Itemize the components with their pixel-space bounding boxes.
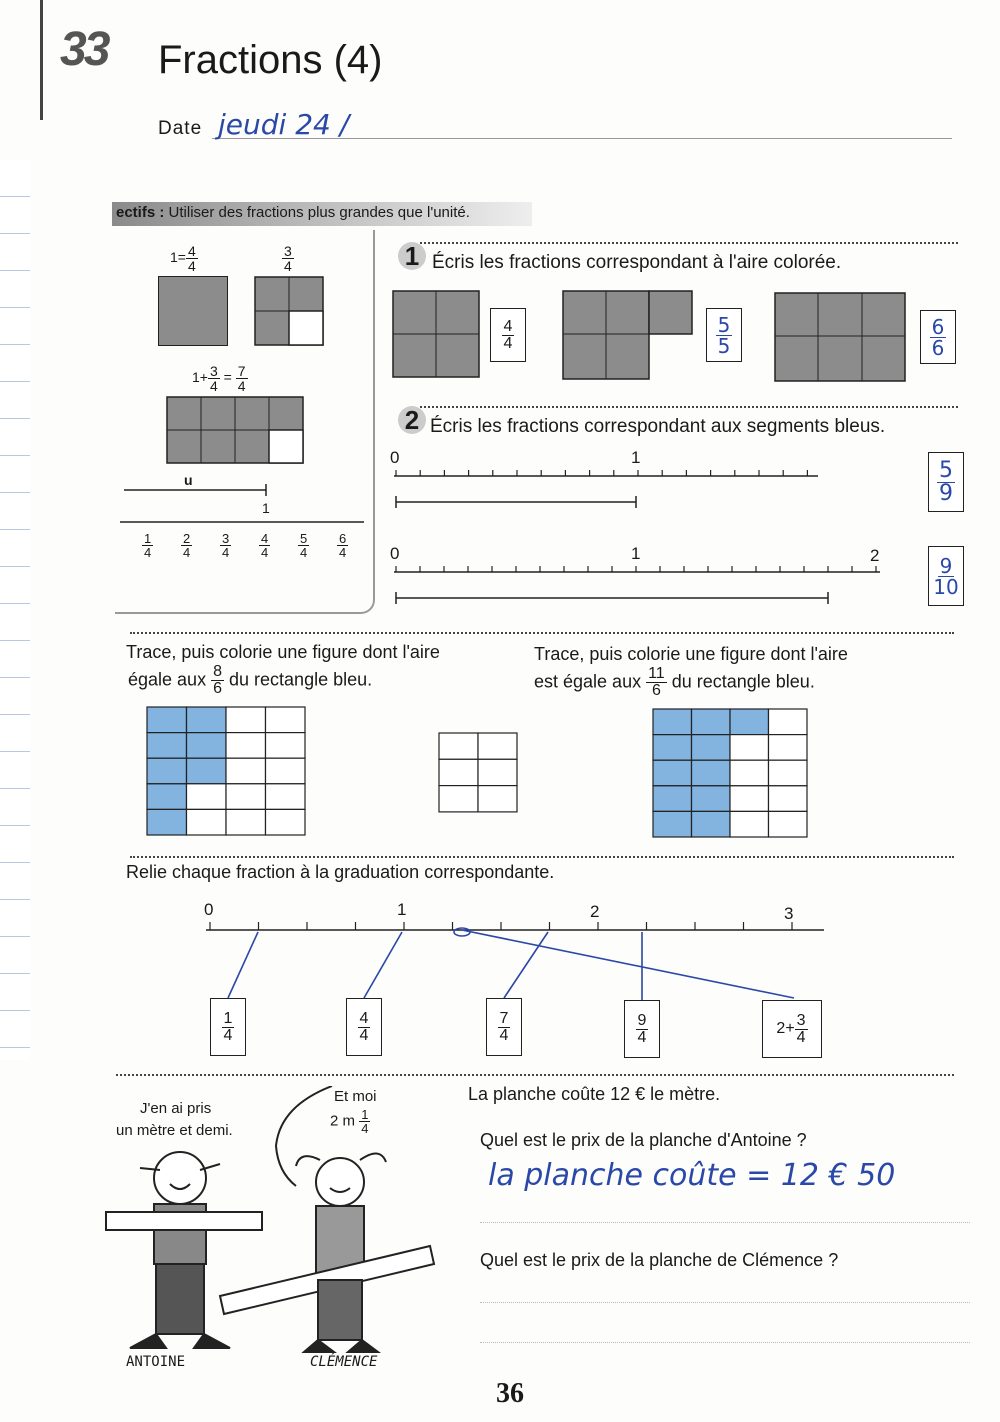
separator bbox=[130, 856, 954, 858]
ex1-figure-3 bbox=[774, 292, 908, 384]
ex1-figure-1 bbox=[392, 290, 482, 380]
frac-num: 6 bbox=[931, 314, 945, 339]
ex3-left-line1: Trace, puis colorie une figure dont l'aire bbox=[126, 642, 440, 662]
unit-one: 1 bbox=[262, 500, 270, 516]
ex1-figure-2 bbox=[562, 290, 696, 382]
ex2-answer-2[interactable] bbox=[928, 546, 964, 606]
frac-den: 4 bbox=[503, 334, 513, 352]
grid-cell-colored bbox=[692, 760, 731, 786]
number-line-2 bbox=[390, 562, 890, 606]
answer-line[interactable] bbox=[480, 1342, 970, 1343]
frac-den: 4 bbox=[183, 545, 191, 560]
grid-cell bbox=[730, 760, 769, 786]
ex4-tick-0: 0 bbox=[204, 900, 214, 919]
grid-cell bbox=[769, 760, 808, 786]
frac-num: 2 bbox=[183, 531, 191, 546]
frac-den: 4 bbox=[237, 378, 246, 394]
ex4-tick-3: 3 bbox=[784, 904, 794, 923]
lesson-fraction bbox=[142, 532, 153, 559]
frac-num: 4 bbox=[503, 317, 513, 335]
grid-cell bbox=[226, 707, 266, 733]
ex4-fraction-box-5[interactable] bbox=[762, 1000, 822, 1058]
frac-num: 4 bbox=[261, 531, 269, 546]
lesson-example-label: 1= bbox=[170, 249, 186, 266]
sum-equals: = bbox=[223, 369, 232, 386]
antoine-name: ANTOINE bbox=[126, 1354, 186, 1370]
frac-den: 4 bbox=[261, 545, 269, 560]
frac-den: 4 bbox=[361, 1121, 369, 1136]
frac-num: 9 bbox=[637, 1011, 647, 1029]
line1-zero: 0 bbox=[390, 448, 400, 467]
grid-cell-colored bbox=[147, 784, 187, 810]
rect-seven-quarters bbox=[166, 396, 306, 466]
grid-cell bbox=[769, 709, 808, 735]
grid-cell bbox=[478, 786, 517, 812]
lesson-fraction bbox=[337, 532, 348, 559]
frac-num: 7 bbox=[499, 1009, 509, 1027]
grid-cell bbox=[226, 733, 266, 759]
frac-num: 6 bbox=[339, 531, 347, 546]
frac-den: 4 bbox=[144, 545, 152, 560]
grid-cell-colored bbox=[692, 735, 731, 761]
grid-cell-colored bbox=[653, 811, 692, 837]
ex3-left-text-a: égale aux bbox=[128, 669, 207, 690]
grid-cell bbox=[478, 759, 517, 785]
frac-den: 4 bbox=[637, 1028, 647, 1046]
frac-den: 4 bbox=[339, 545, 347, 560]
grid-cell-colored bbox=[653, 709, 692, 735]
grid-cell-colored bbox=[187, 707, 227, 733]
ex4-tick-1: 1 bbox=[397, 900, 407, 919]
frac-num: 11 bbox=[648, 665, 665, 682]
frac-den: 4 bbox=[222, 545, 230, 560]
ex3-right-line1: Trace, puis colorie une figure dont l'aire bbox=[534, 644, 848, 664]
ex3-left-text-b: du rectangle bleu. bbox=[229, 669, 373, 690]
frac-den: 4 bbox=[223, 1026, 233, 1044]
square-three-quarters bbox=[254, 276, 326, 348]
antoine-speech-1: J'en ai pris bbox=[140, 1100, 212, 1117]
connection-line bbox=[228, 932, 258, 998]
lesson-fraction bbox=[298, 532, 309, 559]
grid-cell bbox=[226, 784, 266, 810]
frac-den: 4 bbox=[499, 1026, 509, 1044]
lesson-number: 33 bbox=[60, 23, 108, 76]
grid-cell-colored bbox=[692, 786, 731, 812]
grid-cell-colored bbox=[653, 786, 692, 812]
page-number: 36 bbox=[496, 1378, 524, 1409]
page-title: Fractions (4) bbox=[158, 38, 383, 82]
date-label: Date bbox=[158, 118, 203, 139]
antoine-speech-2: un mètre et demi. bbox=[116, 1122, 233, 1139]
grid-cell-colored bbox=[692, 709, 731, 735]
date-value: jeudi 24 / bbox=[218, 108, 350, 141]
ex4-fraction-box-4[interactable] bbox=[624, 1000, 660, 1058]
separator bbox=[420, 406, 958, 408]
grid-cell bbox=[730, 786, 769, 812]
ex3-grid-right[interactable] bbox=[652, 708, 810, 840]
page-margin-line bbox=[0, 160, 30, 1060]
frac-num: 5 bbox=[300, 531, 308, 546]
frac-den: 4 bbox=[359, 1026, 369, 1044]
grid-cell bbox=[439, 786, 478, 812]
grid-cell bbox=[730, 735, 769, 761]
exercise-1-number: 1 bbox=[398, 242, 426, 270]
ex5-statement: La planche coûte 12 € le mètre. bbox=[468, 1084, 721, 1104]
frac-den: 9 bbox=[939, 480, 953, 506]
grid-cell-colored bbox=[187, 733, 227, 759]
page-margin-line bbox=[40, 0, 43, 120]
ex4-tick-2: 2 bbox=[590, 902, 600, 921]
frac-num: 9 bbox=[939, 553, 953, 578]
ex4-fraction-box-2[interactable] bbox=[346, 998, 382, 1056]
clemence-length: 2 m bbox=[330, 1112, 356, 1130]
ex4-number-line[interactable] bbox=[200, 916, 830, 1006]
grid-cell bbox=[769, 786, 808, 812]
answer-line[interactable] bbox=[480, 1302, 970, 1303]
frac-prefix: 2+ bbox=[776, 1020, 795, 1037]
exercise-2-number: 2 bbox=[398, 406, 426, 434]
frac-num: 3 bbox=[222, 531, 230, 546]
ex3-grid-left[interactable] bbox=[146, 706, 308, 838]
grid-cell bbox=[226, 758, 266, 784]
ex1-answer-3[interactable] bbox=[920, 310, 956, 364]
frac-den: 4 bbox=[300, 545, 308, 560]
grid-cell-colored bbox=[187, 758, 227, 784]
ex1-answer-1[interactable] bbox=[490, 308, 526, 362]
number-line-1 bbox=[390, 466, 830, 510]
frac-num: 4 bbox=[187, 243, 196, 259]
sum-prefix: 1+ bbox=[192, 369, 208, 386]
grid-cell bbox=[439, 733, 478, 759]
grid-cell bbox=[439, 759, 478, 785]
clemence-speech-1: Et moi bbox=[334, 1088, 377, 1105]
grid-cell bbox=[187, 784, 227, 810]
separator bbox=[116, 1074, 954, 1076]
frac-num: 7 bbox=[237, 363, 246, 379]
clemence-name: CLÉMENCE bbox=[310, 1354, 378, 1370]
line1-one: 1 bbox=[631, 448, 641, 467]
clemence-figure bbox=[220, 1153, 434, 1352]
connection-line bbox=[364, 932, 402, 998]
grid-cell bbox=[226, 809, 266, 835]
grid-cell bbox=[769, 735, 808, 761]
lesson-example-sum bbox=[192, 364, 248, 393]
grid-cell-colored bbox=[147, 809, 187, 835]
grid-cell bbox=[478, 733, 517, 759]
ex2-answer-1[interactable] bbox=[928, 452, 964, 512]
frac-num: 5 bbox=[717, 312, 731, 337]
unit-label: u bbox=[184, 472, 193, 488]
ex1-answer-2[interactable] bbox=[706, 308, 742, 362]
ex3-left-line2 bbox=[128, 664, 372, 697]
exercise-4-instruction: Relie chaque fraction à la graduation correspondante. bbox=[126, 862, 555, 882]
lesson-example-whole bbox=[170, 244, 198, 273]
frac-den: 10 bbox=[933, 574, 959, 599]
antoine-figure bbox=[106, 1152, 262, 1348]
objective-prefix: ectifs : bbox=[116, 204, 165, 221]
frac-num: 3 bbox=[284, 243, 292, 259]
objective-label: Utiliser des fractions plus grandes que l'unité. bbox=[168, 204, 470, 221]
line2-zero: 0 bbox=[390, 544, 400, 563]
frac-den: 6 bbox=[213, 680, 222, 697]
frac-den: 4 bbox=[796, 1028, 806, 1046]
ex3-right-text-a: est égale aux bbox=[534, 671, 642, 692]
grid-cell bbox=[769, 811, 808, 837]
ex5-question-2: Quel est le prix de la planche de Clémence ? bbox=[480, 1250, 839, 1270]
connection-line bbox=[462, 930, 794, 998]
frac-num: 8 bbox=[213, 663, 222, 680]
grid-cell bbox=[266, 733, 306, 759]
frac-num: 3 bbox=[796, 1011, 806, 1029]
frac-den: 4 bbox=[187, 258, 196, 274]
ex3-blue-rectangle bbox=[438, 732, 520, 814]
grid-cell-colored bbox=[730, 709, 769, 735]
grid-cell bbox=[266, 707, 306, 733]
frac-num: 1 bbox=[223, 1009, 233, 1027]
frac-den: 6 bbox=[931, 335, 945, 360]
answer-line bbox=[480, 1222, 970, 1223]
frac-den: 4 bbox=[209, 378, 218, 394]
frac-num: 1 bbox=[361, 1107, 369, 1122]
frac-den: 6 bbox=[651, 682, 661, 699]
ex4-fraction-box-1[interactable] bbox=[210, 998, 246, 1056]
frac-den: 4 bbox=[284, 258, 292, 274]
exercise-1-instruction: Écris les fractions correspondant à l'aire colorée. bbox=[432, 252, 842, 273]
children-illustration bbox=[100, 1086, 440, 1376]
connection-mark bbox=[454, 928, 470, 936]
ex4-fraction-box-3[interactable] bbox=[486, 998, 522, 1056]
frac-num: 5 bbox=[939, 457, 953, 483]
connection-line bbox=[504, 932, 548, 998]
ex5-answer-1[interactable]: la planche coûte = 12 € 50 bbox=[488, 1158, 896, 1193]
grid-cell-colored bbox=[147, 707, 187, 733]
frac-num: 3 bbox=[209, 363, 218, 379]
frac-den: 5 bbox=[717, 333, 731, 358]
grid-cell-colored bbox=[653, 735, 692, 761]
lesson-fraction bbox=[181, 532, 192, 559]
grid-cell-colored bbox=[147, 758, 187, 784]
grid-cell bbox=[266, 758, 306, 784]
line2-two: 2 bbox=[870, 546, 880, 565]
grid-cell bbox=[266, 809, 306, 835]
grid-cell-colored bbox=[653, 760, 692, 786]
square-full bbox=[158, 276, 228, 346]
separator bbox=[130, 632, 954, 634]
ex3-right-text-b: du rectangle bleu. bbox=[671, 671, 815, 692]
objective-text bbox=[116, 204, 470, 221]
lesson-fraction bbox=[259, 532, 270, 559]
ex5-question-1: Quel est le prix de la planche d'Antoine ? bbox=[480, 1130, 807, 1150]
line2-one: 1 bbox=[631, 544, 641, 563]
lesson-fraction bbox=[220, 532, 231, 559]
exercise-2-instruction: Écris les fractions correspondant aux segments bleus. bbox=[430, 416, 886, 437]
frac-num: 4 bbox=[359, 1009, 369, 1027]
lesson-example-three-quarters bbox=[282, 244, 294, 273]
ex3-right-line2 bbox=[534, 666, 815, 699]
unit-segment bbox=[120, 484, 370, 524]
separator bbox=[420, 242, 958, 244]
grid-cell-colored bbox=[692, 811, 731, 837]
frac-num: 1 bbox=[144, 531, 152, 546]
grid-cell bbox=[730, 811, 769, 837]
grid-cell-colored bbox=[147, 733, 187, 759]
grid-cell bbox=[266, 784, 306, 810]
grid-cell bbox=[187, 809, 227, 835]
